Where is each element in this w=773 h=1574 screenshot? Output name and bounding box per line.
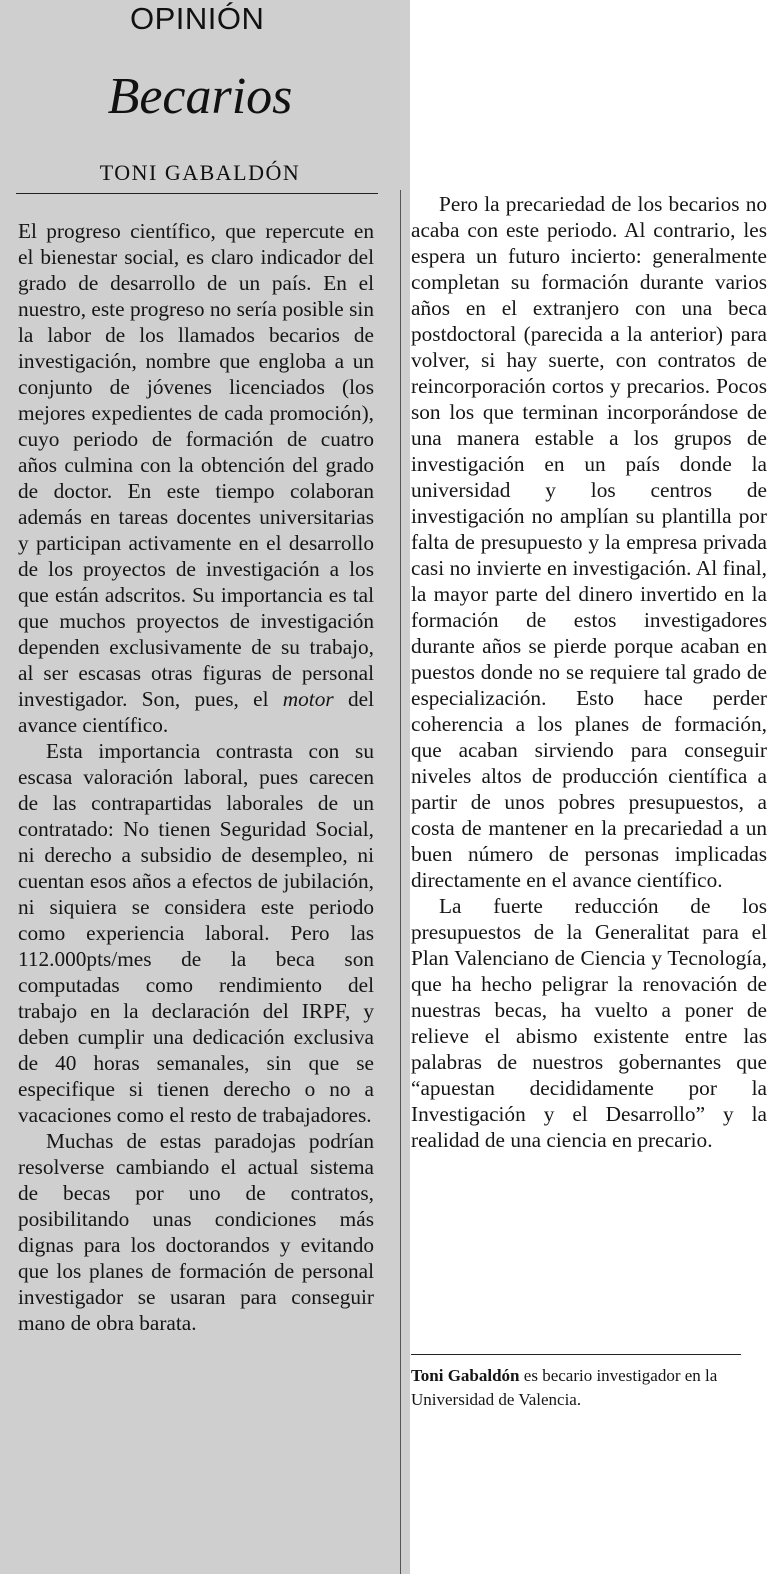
paragraph-4: Pero la precariedad de los becarios no acaba con este periodo. Al contrario, les espera un futuro incierto: generalmente completan su formación durante varios años en el extranjero con una beca postdoctoral (parecida a la anterior) para volver, si hay suerte, con contratos de reincorporación cortos y precarios. Pocos son los que terminan incorporándose de una manera estable a los grupos de investigación en un país donde la universidad y los centros de investigación no amplían su plantilla por falta de presupuesto y la empresa privada casi no invierte en investigación. Al final, la mayor parte del dinero invertido en la formación de estos investigadores durante años se pierde porque acaban en puestos donde no se requiere tal grado de especialización. Esto hace perder coherencia a los planes de formación, que acaban sirviendo para conseguir niveles altos de producción científica a partir de unos pobres presupuestos, a costa de mantener en la precariedad a un buen número de personas implicadas directamente en el avance científico. bbox=[411, 192, 767, 892]
article-column-right bbox=[411, 191, 767, 1153]
paragraph-1-after: del avance científico. bbox=[18, 687, 374, 737]
headline: Becarios bbox=[107, 68, 293, 125]
paragraph-1-emphasis: motor bbox=[282, 687, 334, 711]
footnote-rule bbox=[411, 1354, 741, 1355]
byline-rule bbox=[16, 193, 378, 194]
paragraph-2: Esta importancia contrasta con su escasa valoración laboral, pues carecen de las contrapartidas laborales de un contratado: No tienen Seguridad Social, ni derecho a subsidio de desempleo, ni cuentan esos años a efectos de jubilación, ni siquiera se considera este periodo como experiencia laboral. Pero las 112.000pts/mes de la beca son computadas como rendimiento del trabajo en la declaración del IRPF, y deben cumplir una dedicación exclusiva de 40 horas semanales, sin que se especifique si tienen derecho o no a vacaciones como el resto de trabajadores. bbox=[18, 739, 374, 1127]
footnote-text: es becario investigador en la Universidad de Valencia. bbox=[411, 1366, 718, 1409]
column-divider bbox=[400, 190, 401, 1574]
footnote-author-name: Toni Gabaldón bbox=[411, 1366, 520, 1385]
byline: TONI GABALDÓN bbox=[99, 160, 301, 185]
article-column-left bbox=[18, 218, 374, 1336]
author-footnote bbox=[411, 1364, 771, 1412]
paragraph-5: La fuerte reducción de los presupuestos de la Generalitat para el Plan Valenciano de Ciencia y Tecnología, que ha hecho peligrar la renovación de nuestras becas, ha vuelto a poner de relieve el abismo existente entre las palabras de nuestros gobernantes que “apuestan decididamente por la Investigación y el Desarrollo” y la realidad de una ciencia en precario. bbox=[411, 894, 767, 1152]
paragraph-3: Muchas de estas paradojas podrían resolverse cambiando el actual sistema de becas por uno de contratos, posibilitando unas condiciones más dignas para los doctorandos y evitando que los planes de formación de personal investigador se usaran para conseguir mano de obra barata. bbox=[18, 1129, 374, 1335]
section-label: OPINIÓN bbox=[130, 1, 265, 36]
paragraph-1-before: El progreso científico, que repercute en el bienestar social, es claro indicador del grado de desarrollo de un país. En el nuestro, este progreso no sería posible sin la labor de los llamados becarios de investigación, nombre que engloba a un conjunto de jóvenes licenciados (los mejores expedientes de cada promoción), cuyo periodo de formación de cuatro años culmina con la obtención del grado de doctor. En este tiempo colaboran además en tareas docentes universitarias y participan activamente en el desarrollo de los proyectos de investigación a los que están adscritos. Su importancia es tal que muchos proyectos de investigación dependen exclusivamente de su trabajo, al ser escasas otras figuras de personal investigador. Son, pues, el bbox=[18, 219, 374, 711]
paragraph-1 bbox=[18, 218, 374, 738]
